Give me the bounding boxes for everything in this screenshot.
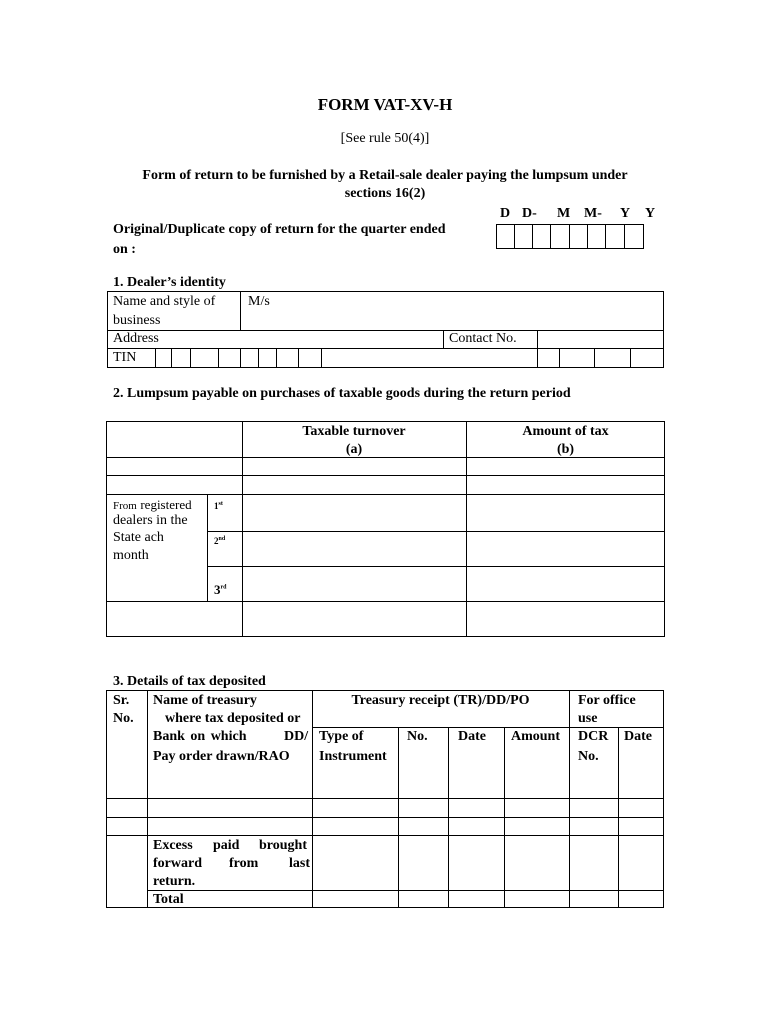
dcr-no-line1: DCR [578,729,609,744]
section2-heading: 2. Lumpsum payable on purchases of taxable goods during the return period [113,386,571,401]
tin-label: TIN [113,350,137,365]
treasury-header-line4: Pay order drawn/RAO [153,749,290,764]
rule-reference: [See rule 50(4)] [340,131,430,146]
name-style-label-line1: Name and style of [113,294,216,309]
form-subtitle-line2: sections 16(2) [344,186,426,201]
treasury-header-line3a: Bank on which [153,729,247,744]
quarter-label-line2: on : [113,242,136,257]
amount-of-tax-col-id: (b) [556,442,575,457]
total-label: Total [153,892,184,907]
date-header-m1: M [557,206,571,221]
sr-header-line1: Sr. [113,693,130,708]
taxable-turnover-col-id: (a) [345,442,363,457]
section3-heading: 3. Details of tax deposited [113,674,266,689]
quarter-date-boxes[interactable] [496,224,644,249]
name-style-label-line2: business [113,313,161,328]
type-of-instrument-line2: Instrument [319,749,387,764]
address-label: Address [113,331,159,346]
month-3rd-sup: rd [220,584,227,591]
excess-line3: return. [153,874,196,889]
dealers-in-state-label: dealers in the [113,513,188,528]
type-of-instrument-line1: Type of [319,729,364,744]
contact-field[interactable] [538,331,663,347]
excess-line1-c: brought [259,838,307,853]
address-field[interactable] [176,331,442,347]
excess-line2-a: forward [153,856,202,871]
excess-line2-c: last [289,856,310,871]
month-1st-label [214,501,223,511]
receipt-date-header: Date [458,729,486,744]
treasury-header-line2: where tax deposited or [165,711,301,726]
treasury-header-line3b: DD/ [284,729,309,744]
office-use-line1: For office [578,693,636,708]
quarter-label-line1: Original/Duplicate copy of return for the quarter ended [113,222,446,237]
excess-line1-a: Excess [153,838,193,853]
from-registered-label [113,498,192,513]
month-label: month [113,548,149,563]
name-style-value[interactable]: M/s [248,294,270,309]
sr-header-line2: No. [113,711,134,726]
treasury-header-line1: Name of treasury [153,693,257,708]
section1-heading: 1. Dealer’s identity [113,275,226,290]
date-header-y1: Y [620,206,631,221]
from-label: From [113,500,137,512]
dcr-no-line2: No. [578,749,599,764]
form-title: FORM VAT-XV-H [317,95,453,114]
tin-boxes[interactable] [155,349,663,367]
state-each-label: State ach [113,530,164,545]
contact-label: Contact No. [449,331,517,346]
date-header-m2: M- [584,206,602,221]
taxable-turnover-header: Taxable turnover [302,424,406,439]
office-date-header: Date [624,729,652,744]
excess-line2-b: from [229,856,259,871]
date-header-d2: D- [522,206,537,221]
month-2nd-label [214,536,225,546]
form-subtitle-line1: Form of return to be furnished by a Retail-sale dealer paying the lumpsum under [142,168,628,183]
month-1st-sup: st [218,501,223,507]
month-1st-num: 1 [214,501,219,511]
excess-line1-b: paid [213,838,240,853]
month-2nd-num: 2 [214,536,219,546]
registered-label: registered [140,497,192,512]
receipt-no-header: No. [407,729,428,744]
month-2nd-sup: nd [218,536,226,542]
date-header-y2: Y [645,206,656,221]
date-header-d1: D [500,206,511,221]
month-3rd-num: 3 [214,582,221,597]
month-3rd-label [214,583,227,596]
treasury-receipt-header: Treasury receipt (TR)/DD/PO [351,693,530,708]
amount-of-tax-header: Amount of tax [522,424,609,439]
office-use-line2: use [578,711,598,726]
receipt-amount-header: Amount [511,729,561,744]
